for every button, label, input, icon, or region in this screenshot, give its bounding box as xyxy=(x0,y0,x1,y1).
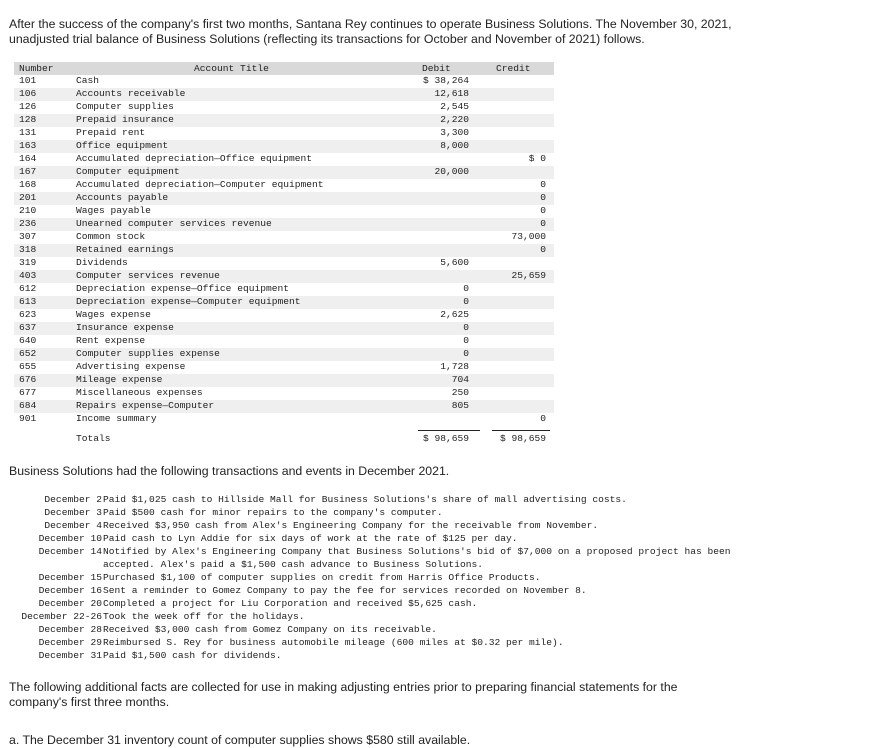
table-row xyxy=(14,400,554,413)
account-title: Office equipment xyxy=(76,140,169,151)
transaction-text: Paid cash to Lyn Addie for six days of work at the rate of $125 per day. xyxy=(103,533,518,544)
credit-amount: 0 xyxy=(540,192,546,203)
account-number: 652 xyxy=(19,348,37,359)
account-title: Advertising expense xyxy=(76,361,186,372)
transaction-date: December 2 xyxy=(44,494,102,505)
trial-balance-table xyxy=(14,62,554,446)
table-row xyxy=(14,257,554,270)
account-number: 901 xyxy=(19,413,37,424)
intro-line-1: After the success of the company's first two months, Santana Rey continues to operate Business Solutions. The November 30, 2021, xyxy=(9,17,732,31)
transaction-text: Completed a project for Liu Corporation and received $5,625 cash. xyxy=(103,598,478,609)
transaction-date: December 28 xyxy=(38,624,102,635)
debit-amount: 0 xyxy=(463,296,469,307)
debit-amount: 5,600 xyxy=(440,257,469,268)
account-number: 210 xyxy=(19,205,37,216)
transaction-item xyxy=(9,533,864,546)
facts-intro-line-1: The following additional facts are collected for use in making adjusting entries prior to preparing financial statements for the xyxy=(9,680,678,694)
transaction-text: Took the week off for the holidays. xyxy=(103,611,305,622)
table-row xyxy=(14,166,554,179)
account-title: Prepaid insurance xyxy=(76,114,174,125)
transaction-date: December 10 xyxy=(38,533,102,544)
credit-amount: 73,000 xyxy=(511,231,546,242)
account-number: 623 xyxy=(19,309,37,320)
table-row xyxy=(14,348,554,361)
table-row xyxy=(14,153,554,166)
account-number: 168 xyxy=(19,179,37,190)
transaction-text: Sent a reminder to Gomez Company to pay the fee for services recorded on November 8. xyxy=(103,585,587,596)
transaction-date: December 29 xyxy=(38,637,102,648)
trial-balance-rows xyxy=(14,75,554,426)
facts-intro-paragraph xyxy=(9,680,859,710)
transaction-text: accepted. Alex's paid a $1,500 cash advance to Business Solutions. xyxy=(103,559,483,570)
account-title: Wages payable xyxy=(76,205,151,216)
table-row xyxy=(14,296,554,309)
account-title: Wages expense xyxy=(76,309,151,320)
transaction-date: December 22-26 xyxy=(21,611,102,622)
totals-label: Totals xyxy=(76,433,111,444)
account-number: 164 xyxy=(19,153,37,164)
account-number: 128 xyxy=(19,114,37,125)
credit-amount: 0 xyxy=(540,179,546,190)
account-title: Unearned computer services revenue xyxy=(76,218,272,229)
transaction-date: December 15 xyxy=(38,572,102,583)
table-row xyxy=(14,361,554,374)
account-number: 319 xyxy=(19,257,37,268)
credit-amount: 25,659 xyxy=(511,270,546,281)
header-credit: Credit xyxy=(496,63,531,74)
table-row xyxy=(14,335,554,348)
account-title: Computer equipment xyxy=(76,166,180,177)
transaction-date: December 16 xyxy=(38,585,102,596)
transaction-item xyxy=(9,637,864,650)
table-row xyxy=(14,413,554,426)
trial-balance-totals xyxy=(14,429,554,446)
account-title: Repairs expense—Computer xyxy=(76,400,215,411)
table-row xyxy=(14,270,554,283)
account-number: 163 xyxy=(19,140,37,151)
table-row xyxy=(14,179,554,192)
table-row xyxy=(14,218,554,231)
table-row xyxy=(14,309,554,322)
debit-amount: 704 xyxy=(451,374,469,385)
trial-balance-header xyxy=(14,62,554,75)
account-title: Computer supplies expense xyxy=(76,348,220,359)
account-number: 126 xyxy=(19,101,37,112)
account-number: 676 xyxy=(19,374,37,385)
totals-credit: $ 98,659 xyxy=(499,433,546,444)
transaction-item xyxy=(9,611,864,624)
credit-amount: 0 xyxy=(540,205,546,216)
account-number: 640 xyxy=(19,335,37,346)
account-number: 655 xyxy=(19,361,37,372)
account-title: Income summary xyxy=(76,413,157,424)
table-row xyxy=(14,387,554,400)
account-title: Common stock xyxy=(76,231,146,242)
account-number: 201 xyxy=(19,192,37,203)
table-row xyxy=(14,192,554,205)
table-row xyxy=(14,101,554,114)
table-row xyxy=(14,374,554,387)
account-title: Accumulated depreciation—Computer equipment xyxy=(76,179,324,190)
debit-amount: 0 xyxy=(463,335,469,346)
intro-paragraph xyxy=(9,17,859,47)
transaction-item xyxy=(9,624,864,637)
account-number: 307 xyxy=(19,231,37,242)
account-title: Rent expense xyxy=(76,335,146,346)
debit-amount: 1,728 xyxy=(440,361,469,372)
table-row xyxy=(14,75,554,88)
debit-amount: 12,618 xyxy=(434,88,469,99)
debit-amount: 20,000 xyxy=(434,166,469,177)
debit-amount: 0 xyxy=(463,348,469,359)
table-row xyxy=(14,88,554,101)
transaction-item xyxy=(9,546,864,559)
intro-line-2: unadjusted trial balance of Business Solutions (reflecting its transactions for October and November of 2021) follows. xyxy=(9,32,645,46)
account-title: Depreciation expense—Computer equipment xyxy=(76,296,301,307)
header-account-title: Account Title xyxy=(194,63,269,74)
account-title: Depreciation expense—Office equipment xyxy=(76,283,290,294)
transaction-item xyxy=(9,494,864,507)
table-row xyxy=(14,205,554,218)
debit-amount: 250 xyxy=(451,387,469,398)
header-number: Number xyxy=(19,63,54,74)
transaction-date: December 14 xyxy=(38,546,102,557)
table-row xyxy=(14,140,554,153)
account-title: Prepaid rent xyxy=(76,127,146,138)
account-number: 677 xyxy=(19,387,37,398)
account-title: Dividends xyxy=(76,257,128,268)
transaction-item xyxy=(9,585,864,598)
transaction-item xyxy=(9,507,864,520)
account-number: 106 xyxy=(19,88,37,99)
debit-amount: 805 xyxy=(451,400,469,411)
transaction-item xyxy=(9,520,864,533)
debit-amount: 0 xyxy=(463,322,469,333)
debit-amount: 2,220 xyxy=(440,114,469,125)
credit-total-rule xyxy=(492,430,550,431)
transaction-text: Paid $1,500 cash for dividends. xyxy=(103,650,282,661)
table-row xyxy=(14,244,554,257)
account-title: Computer supplies xyxy=(76,101,174,112)
credit-amount: 0 xyxy=(540,413,546,424)
account-title: Computer services revenue xyxy=(76,270,220,281)
table-row xyxy=(14,231,554,244)
account-title: Accounts receivable xyxy=(76,88,186,99)
transaction-text: Reimbursed S. Rey for business automobile mileage (600 miles at $0.32 per mile). xyxy=(103,637,564,648)
transaction-text: Paid $500 cash for minor repairs to the company's computer. xyxy=(103,507,443,518)
account-number: 613 xyxy=(19,296,37,307)
debit-amount: $ 38,264 xyxy=(422,75,469,86)
transactions-list xyxy=(9,494,864,663)
table-row xyxy=(14,283,554,296)
account-title: Accumulated depreciation—Office equipment xyxy=(76,153,313,164)
credit-amount: 0 xyxy=(540,218,546,229)
account-title: Insurance expense xyxy=(76,322,174,333)
account-number: 236 xyxy=(19,218,37,229)
transaction-date: December 4 xyxy=(44,520,102,531)
account-number: 131 xyxy=(19,127,37,138)
fact-a: a. The December 31 inventory count of computer supplies shows $580 still available. xyxy=(9,733,471,747)
debit-amount: 2,625 xyxy=(440,309,469,320)
transaction-item xyxy=(9,598,864,611)
transaction-item xyxy=(9,572,864,585)
account-title: Retained earnings xyxy=(76,244,174,255)
totals-debit: $ 98,659 xyxy=(422,433,469,444)
account-title: Miscellaneous expenses xyxy=(76,387,203,398)
transaction-item xyxy=(9,559,864,572)
table-row xyxy=(14,114,554,127)
account-number: 167 xyxy=(19,166,37,177)
debit-amount: 8,000 xyxy=(440,140,469,151)
account-title: Accounts payable xyxy=(76,192,169,203)
transaction-date: December 20 xyxy=(38,598,102,609)
credit-amount: $ 0 xyxy=(528,153,546,164)
account-number: 101 xyxy=(19,75,37,86)
transaction-text: Paid $1,025 cash to Hillside Mall for Business Solutions's share of mall advertising costs. xyxy=(103,494,627,505)
account-number: 318 xyxy=(19,244,37,255)
table-row xyxy=(14,322,554,335)
account-number: 684 xyxy=(19,400,37,411)
transaction-date: December 3 xyxy=(44,507,102,518)
account-number: 403 xyxy=(19,270,37,281)
debit-total-rule xyxy=(418,430,480,431)
transaction-text: Notified by Alex's Engineering Company that Business Solutions's bid of $7,000 on a proposed project has been xyxy=(103,546,731,557)
transaction-text: Received $3,000 cash from Gomez Company on its receivable. xyxy=(103,624,437,635)
credit-amount: 0 xyxy=(540,244,546,255)
transaction-date: December 31 xyxy=(38,650,102,661)
debit-amount: 2,545 xyxy=(440,101,469,112)
debit-amount: 3,300 xyxy=(440,127,469,138)
transaction-text: Purchased $1,100 of computer supplies on credit from Harris Office Products. xyxy=(103,572,541,583)
transactions-heading: Business Solutions had the following transactions and events in December 2021. xyxy=(9,464,450,478)
header-debit: Debit xyxy=(422,63,451,74)
transaction-text: Received $3,950 cash from Alex's Engineering Company for the receivable from November. xyxy=(103,520,599,531)
transaction-item xyxy=(9,650,864,663)
facts-intro-line-2: company's first three months. xyxy=(9,695,170,709)
account-number: 637 xyxy=(19,322,37,333)
table-row xyxy=(14,127,554,140)
debit-amount: 0 xyxy=(463,283,469,294)
account-title: Mileage expense xyxy=(76,374,163,385)
account-title: Cash xyxy=(76,75,100,86)
account-number: 612 xyxy=(19,283,37,294)
